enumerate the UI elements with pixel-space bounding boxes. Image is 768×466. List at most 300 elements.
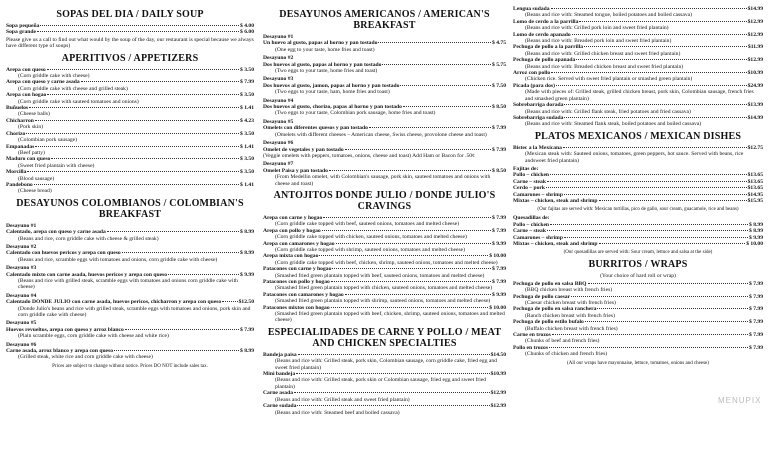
menu-section (6, 198, 254, 370)
menu-section (513, 131, 763, 257)
dot-leader (47, 94, 239, 95)
item-price: $14.95 (747, 191, 763, 198)
dot-leader (382, 64, 491, 65)
menu-section (6, 53, 254, 195)
menu-item (6, 79, 254, 92)
item-name: Bandeja paisa (263, 351, 297, 358)
menu-item (6, 131, 254, 144)
dot-leader (319, 255, 488, 256)
dot-leader (35, 146, 239, 147)
item-price: $12.99 (490, 390, 506, 397)
menu-item (6, 118, 254, 131)
dot-leader (107, 231, 239, 232)
section-title: ANTOJITOS DONDE JULIO / DONDE JULIO'S CRAVINGS (273, 189, 496, 212)
item-name: Sobrebarriga sudada (513, 114, 564, 121)
item-description: (Beans and rice with: Breaded pork loin and sweet fried plantain) (525, 38, 672, 45)
item-price: $ 9.99 (492, 291, 506, 298)
item-name: Arepa con pollo y hogao (263, 227, 321, 234)
item-description: (Beans and rice with: Grilled flank steak, fried potatoes and fried cassava) (525, 108, 691, 115)
item-name: Carne en trozos (513, 332, 551, 339)
menu-column-right (513, 6, 763, 367)
item-name: Maduro con queso (6, 156, 51, 163)
item-price: $12.50 (238, 299, 254, 306)
item-description: (Colombian pork sausage) (18, 137, 78, 144)
item-label: Desayuno #5 (6, 320, 37, 327)
dot-leader (564, 194, 747, 195)
item-description: (Smashed fried green plantain topped with beef, chicken, shrimp, sauteed onions, tomatoes and melted cheese) (275, 311, 505, 324)
dot-leader (81, 81, 239, 82)
item-name: Camarones – shrimp (513, 234, 563, 241)
dot-leader (579, 21, 746, 22)
item-price: $ 7.99 (492, 266, 506, 273)
section-note: (All our wraps have mayonnaise, lettuce, tomatoes, onions and cheese) (567, 360, 709, 366)
item-description: (Corn griddle cake with cheese and grilled steak) (18, 85, 128, 92)
item-price: $ 8.99 (240, 229, 254, 236)
menu-item (6, 182, 254, 195)
dot-leader (168, 274, 239, 275)
group-label: Quesadillas de: (513, 215, 550, 222)
item-row (6, 299, 254, 305)
item-name: Arepa con queso (6, 66, 46, 73)
item-description: (Two eggs to your taste, ham, home fries and toast) (275, 89, 390, 96)
menu-item (513, 70, 763, 83)
dot-leader (597, 308, 748, 309)
dot-leader (369, 127, 491, 128)
item-price: $ 7.99 (492, 125, 506, 132)
menu-column-left (6, 6, 254, 370)
item-price: $ 4.75 (492, 40, 506, 47)
item-name: Morcilla (6, 169, 27, 176)
item-price: $ 7.99 (749, 332, 763, 339)
item-description: (BBQ chicken breast with french fries) (525, 287, 613, 294)
item-name: Mixtas – chicken, steak and shrimp (513, 197, 598, 204)
item-description: (Chunks of chicken and french fries) (525, 351, 608, 358)
item-price: $ 1.41 (240, 181, 254, 188)
item-label: Desayuno #4 (263, 97, 294, 104)
dot-leader (403, 106, 491, 107)
dot-leader (331, 307, 489, 308)
menu-item (513, 281, 763, 294)
item-row (6, 29, 254, 35)
item-name: Pollo – chicken (513, 172, 550, 179)
dot-leader (125, 329, 239, 330)
item-description: (Beans and rice, scramble eggs with tomatoes and onions, corn griddle cake with cheese) (18, 256, 218, 263)
menu-item (263, 352, 506, 371)
item-price: $10.99 (490, 371, 506, 378)
item-name: Mixtas – chicken, steak and shrimp (513, 241, 598, 247)
item-price: $ 8.99 (749, 228, 763, 235)
dot-leader (332, 268, 491, 269)
menu-item (263, 292, 506, 305)
item-price: $ 7.99 (749, 319, 763, 326)
item-price: $ 7.99 (492, 227, 506, 234)
item-description: (Cheese bread) (18, 188, 52, 195)
dot-leader (571, 296, 748, 297)
item-price: $13.65 (747, 172, 763, 179)
item-name: Carne asada, arroz blanco y arepa con queso (6, 348, 114, 355)
group-note: (Our quesadillas are served with: Sour cream, lettuce and salsa at the side) (563, 250, 713, 256)
menu-item (513, 32, 763, 45)
item-price: $ 10.00 (489, 304, 506, 311)
dot-leader (549, 347, 748, 348)
menu-item (263, 76, 506, 95)
menu-item (263, 34, 506, 53)
menu-item (513, 332, 763, 345)
item-label: Desayuno #1 (6, 222, 37, 229)
dot-leader (26, 133, 239, 134)
section-title: PLATOS MEXICANOS / MEXICAN DISHES (534, 130, 742, 142)
item-row (513, 241, 763, 247)
dot-leader (40, 25, 239, 26)
item-price: $ 8.99 (240, 250, 254, 257)
item-description: (Beans and rice with: Grilled steak, pork skin or Colombian sausage, fried egg and sweet fried plantain) (275, 377, 487, 390)
menu-item (513, 241, 763, 247)
dot-leader (588, 283, 749, 284)
item-description: (Beans and rice with grilled steak, scramble eggs with tomatoes and onions corn griddle cake with cheese) (18, 278, 238, 291)
item-name: Dos huevos al gusto, papas al horno y pan tostado (263, 61, 382, 68)
item-price: $14.50 (490, 351, 506, 358)
item-price: $ 10.00 (746, 241, 763, 247)
item-price: $ 9.99 (492, 240, 506, 247)
dot-leader (564, 117, 746, 118)
item-price: $ 9.99 (240, 271, 254, 278)
item-name: Arepa con camarones y hogao (263, 240, 335, 247)
menu-item (263, 371, 506, 390)
item-name: Calentado, arepa con queso y carne asada (6, 229, 106, 236)
item-description: (Donde Julio's beans and rice with grilled steak, scramble eggs with tomatoes and onions, pork skin and corn griddle cake with cheese) (18, 305, 251, 319)
item-price: $ 4.00 (240, 23, 254, 29)
menu-item (263, 266, 506, 279)
section-title: SOPAS DEL DIA / DAILY SOUP (56, 9, 204, 20)
dot-leader (599, 243, 746, 244)
item-description: (Omelets with different cheeses – American cheese, Swiss cheese, provolone cheese and toast) (275, 131, 487, 138)
item-price: $ 3.50 (240, 66, 254, 73)
item-price: $ 8.50 (492, 167, 506, 174)
item-name: Chicharron (6, 117, 34, 124)
item-description: (Beans and rice with: Steamed flank steak, boiled potatoes and boiled cassava) (525, 121, 702, 128)
item-price: $ 3.50 (240, 169, 254, 176)
item-description: (Two eggs to your taste, Colombian pork sausage, home fries and toast) (275, 110, 436, 117)
section-title: BURRITOS / WRAPS (588, 259, 688, 271)
item-price: $ 5.75 (492, 61, 506, 68)
dot-leader (572, 34, 747, 35)
item-name: Carne – steak (513, 228, 546, 235)
item-price: $ 7.99 (240, 79, 254, 86)
dot-leader (222, 301, 237, 302)
item-description: (Ranch chicken breast with french fries) (525, 312, 615, 319)
menu-item (263, 161, 506, 187)
item-name: Carne sudada (263, 403, 297, 410)
dot-leader (322, 230, 491, 231)
menu-item (263, 305, 506, 324)
menu-item (263, 140, 506, 159)
item-price: $ 8.50 (492, 104, 506, 111)
item-name: Carne – steak (513, 178, 546, 185)
menu-column-middle (263, 6, 506, 416)
item-price: $ 7.50 (492, 82, 506, 89)
dot-leader (546, 187, 747, 188)
dot-leader (122, 252, 239, 253)
menu-item (6, 342, 254, 361)
item-price: $ 7.99 (749, 344, 763, 351)
item-name: Arepa con hogao (6, 92, 47, 99)
item-description: (Chicken rice. Served with sweet fried plantain or smashed green plantain) (525, 76, 693, 83)
item-price: $ 7.99 (749, 306, 763, 313)
section-note: Prices are subject to change without notice. Prices DO NOT include sales tax. (52, 363, 208, 369)
item-name: Omelet de vegetales y pan tostado (263, 146, 344, 153)
dot-leader (297, 405, 489, 406)
dot-leader (345, 294, 491, 295)
dot-leader (47, 69, 239, 70)
item-name: Patacones con pollo y hogao (263, 279, 330, 285)
item-price: $ 7.99 (492, 279, 506, 285)
item-description: (Beans and rice with: Grilled steak and sweet fried plantain) (275, 396, 410, 403)
dot-leader (584, 46, 747, 47)
section-note: Please give us a call to find out what would by the soup of the day, our restaurant is special because we always have different type of soups) (6, 36, 254, 50)
dot-leader (564, 104, 746, 105)
item-description: (Beans and rice with: Breaded chicken breast and sweet fried plantain) (525, 63, 684, 70)
item-name: Calentado con huevos pericos y arepa con queso (6, 250, 121, 257)
item-name: Cerdo – pork (513, 185, 546, 192)
item-price: $ 9.99 (749, 234, 763, 241)
item-name: Arepa mixta con hogao (263, 253, 319, 260)
menu-item (6, 144, 254, 157)
item-price: $12.99 (747, 31, 763, 38)
item-price: $24.99 (747, 82, 763, 89)
dot-leader (51, 158, 239, 159)
menu-item (6, 156, 254, 169)
item-label: Desayuno #1 (263, 34, 294, 40)
dot-leader (34, 184, 239, 185)
item-description: (One egg to your taste, home fries and toast) (275, 46, 375, 53)
item-price: $13.65 (747, 185, 763, 192)
menu-section (263, 9, 506, 187)
item-description: (Beans and rice with: Grilled chicken breast and sweet fried plantain) (525, 50, 681, 57)
menu-item (263, 279, 506, 292)
group-label: Fajitas de: (513, 165, 539, 172)
item-label: Desayuno #2 (6, 243, 37, 250)
item-name: Calentado mixto con carne asada, huevos pericos y arepa con queso (6, 271, 168, 278)
dot-leader (378, 42, 491, 43)
item-description: (Smashed fried green plantain topped with beef, sauteed onions, tomatoes and melted cheese) (275, 272, 485, 279)
item-price: $ 7.99 (240, 326, 254, 333)
menu-item (6, 67, 254, 80)
item-price: $ 7.99 (492, 146, 506, 153)
menu-section (513, 6, 763, 128)
menu-item (263, 390, 506, 403)
menu-section (6, 9, 254, 50)
dot-leader (550, 224, 748, 225)
item-label: Desayuno #3 (263, 76, 294, 83)
item-name: Picada (para dos) (513, 82, 555, 89)
item-name: Dos huevos al gusto, jamon, papas al horno y pan tostado (263, 82, 400, 89)
dot-leader (552, 334, 748, 335)
item-price: $ 7.99 (749, 293, 763, 300)
menu-item (513, 6, 763, 19)
item-description: (Buffalo chicken breast with french fries) (525, 325, 618, 332)
item-name: Pechuga de pollo en salsa BBQ (513, 280, 587, 287)
dot-leader (296, 373, 489, 374)
menu-item (513, 83, 763, 102)
item-label: Desayuno #6 (263, 140, 294, 147)
item-description: (Made with pieces of: Grilled steak, grilled chicken breast, pork skin, Colombian sausage, french fries and smashed green plantain) (525, 89, 754, 102)
item-name: Dos huevos al gusto, chorizo, papas al horno y pan tostado (263, 104, 402, 111)
menu-item (263, 403, 506, 416)
menu-item (513, 294, 763, 307)
item-price: $ 3.50 (240, 130, 254, 137)
dot-leader (576, 59, 746, 60)
watermark-logo: MENUPIX (718, 396, 762, 405)
item-name: Lomo de cerdo a la parrilla (513, 18, 579, 25)
dot-leader (585, 321, 748, 322)
item-price: $ 6.00 (240, 29, 254, 36)
item-price: $12.99 (747, 57, 763, 64)
item-price: $ 4.23 (240, 117, 254, 124)
item-price: $10.99 (747, 70, 763, 77)
section-subtitle: (Your choice of hard roll or wrap) (600, 273, 676, 280)
menu-item (6, 29, 254, 35)
dot-leader (547, 230, 748, 231)
item-description: (Blood sausage) (18, 175, 55, 182)
item-name: Bistec a la Mexicana (513, 144, 562, 151)
menu-item (6, 293, 254, 319)
dot-leader (323, 217, 491, 218)
section-title: APERITIVOS / APPETIZERS (61, 52, 199, 64)
item-name: Pechuga de pollo en salsa ranchera (513, 306, 597, 313)
dot-leader (551, 8, 747, 9)
menu-item (6, 105, 254, 118)
menu-item (6, 223, 254, 242)
item-description: (Beans and rice, corn griddle cake with cheese & grilled steak) (18, 235, 159, 242)
menu-section (513, 259, 763, 366)
item-name: Calentado DONDE JULIO con carne asada, huevos pericos, chicharron y arepa con queso (6, 299, 222, 306)
item-name: Pandebono (6, 181, 33, 188)
section-title: DESAYUNOS AMERICANOS / AMERICAN'S BREAKFAST (279, 9, 490, 31)
dot-leader (550, 174, 747, 175)
item-description: (Corn griddle cake topped with beef, chicken, shrimp, sauteed onions, tomatoes and melted cheese) (275, 259, 498, 266)
item-label: Desayuno #6 (6, 341, 37, 348)
menu-item (513, 198, 763, 204)
dot-leader (35, 120, 239, 121)
item-price: $11.99 (747, 44, 763, 51)
item-price: $12.99 (747, 18, 763, 25)
item-label: Desayuno #4 (6, 292, 37, 299)
item-description: (Corn griddle cake topped with chicken, sauteed onions, tomatoes and melted cheese) (275, 234, 467, 241)
dot-leader (547, 181, 747, 182)
item-description: (Plain scramble eggs, corn griddle cake with cheese and white rice) (18, 333, 169, 340)
menu-item (263, 55, 506, 74)
dot-leader (564, 237, 748, 238)
item-description: (Corn griddle cake topped with beef, sauteed onions, tomatoes and melted cheese) (275, 221, 460, 228)
dot-leader (294, 392, 490, 393)
dot-leader (551, 72, 746, 73)
menu-item (513, 145, 763, 164)
menu-item (513, 306, 763, 319)
item-name: Huevos revueltos, arepa con queso y arroz blanco (6, 326, 124, 333)
section-title: ESPECIALIDADES DE CARNE Y POLLO / MEAT AND CHICKEN SPECIALTIES (267, 326, 502, 349)
item-description: (From Medellin omelet, with Colombian's sausage, pork skin, sauteed tomatoes and onions with cheese and toast) (275, 174, 491, 187)
item-name: Camarones – shrimp (513, 191, 563, 198)
menu-item (263, 119, 506, 138)
dot-leader (563, 147, 747, 148)
item-price: $ 1.41 (240, 105, 254, 112)
item-name: Mini bandeja (263, 371, 296, 378)
item-row (513, 198, 763, 204)
item-name: Pechuga de pollo a la parrilla (513, 44, 584, 51)
item-name: Pechuga de pollo apanada (513, 57, 576, 64)
item-description: (Pork skin) (18, 124, 44, 131)
menu-item (513, 102, 763, 115)
item-price: $ 10.00 (489, 253, 506, 260)
item-label: Desayuno #2 (263, 55, 294, 62)
item-name: Sopa pequeña (6, 23, 40, 29)
dot-leader (329, 170, 491, 171)
menu-item (6, 265, 254, 291)
menu-item (6, 92, 254, 105)
dot-leader (298, 354, 490, 355)
item-price: $ 1.41 (240, 143, 254, 150)
item-name: Arepa con carne y hogao (263, 214, 323, 221)
menu-item (6, 169, 254, 182)
item-label: Desayuno #3 (6, 265, 37, 272)
item-description: (Corn griddle cake topped with shrimp, sauteed onions, tomatoes and melted cheese) (275, 246, 465, 253)
item-name: Sobrebarriga dorada (513, 102, 564, 109)
item-name: Sopa grande (6, 29, 36, 36)
item-name: Omelet Paisa y pan tostado (263, 167, 328, 174)
item-price: $14.99 (747, 114, 763, 121)
item-price: $15.95 (747, 197, 763, 204)
item-name: Chorizo (6, 130, 26, 137)
dot-leader (345, 149, 491, 150)
item-name: Empanadas (6, 143, 35, 150)
item-description: (Cheese balls) (18, 111, 50, 118)
item-name: Un huevo al gusto, papas al horno y pan tostado (263, 40, 378, 47)
menu-item (513, 44, 763, 57)
item-price: $ 8.99 (240, 348, 254, 355)
item-name: Lomo de cerdo apanado (513, 31, 571, 38)
dot-leader (336, 243, 491, 244)
menu-item (513, 115, 763, 128)
item-description: (Mexican steak with: Sauteed onions, tomatoes, green peppers, hot sauce. Served with beans, rice andsweet fried plantain) (525, 151, 744, 164)
item-name: Patacones con camarones y hogao (263, 291, 344, 298)
menu-item (263, 228, 506, 241)
dot-leader (27, 171, 239, 172)
item-description: (Corn griddle cake with sauteed tomatoes and onions) (18, 98, 139, 105)
dot-leader (114, 350, 239, 351)
item-description: (Beans and rice with: Steamed beef and boiled cassava) (275, 409, 400, 416)
section-title: DESAYUNOS COLOMBIANOS / COLOMBIAN'S BREAKFAST (16, 197, 244, 220)
item-price: $13.99 (747, 102, 763, 109)
item-name: Carne asada (263, 390, 293, 397)
item-name: Patacones con carne y hogao (263, 266, 332, 273)
item-name: Arepa con queso y carne asada (6, 79, 80, 86)
item-description: (Smashed fried green plantain topped with shrimp, sauteed onions, tomatoes and melted cheese) (275, 298, 491, 305)
item-description: (Corn griddle cake with cheese) (18, 73, 90, 80)
item-description: (Beef patty) (18, 149, 45, 156)
item-price: $ 8.99 (749, 221, 763, 228)
item-name: Omelets con diferentes quesos y pan tostado (263, 125, 368, 132)
menu-item (263, 241, 506, 254)
item-name: Pechuga de pollo caesar (513, 293, 571, 300)
dot-leader (556, 85, 747, 86)
item-price: $12.99 (490, 403, 506, 410)
menu-item (6, 320, 254, 339)
item-description: (Sweet fried plantain with cheese) (18, 162, 95, 169)
item-description: (Beans and rice with: Grilled pork loin and sweet fried plantain) (525, 25, 669, 32)
menu-item (513, 57, 763, 70)
item-price: $ 3.50 (240, 92, 254, 99)
item-description: (Two eggs to your taste, home fries and toast) (275, 68, 378, 75)
